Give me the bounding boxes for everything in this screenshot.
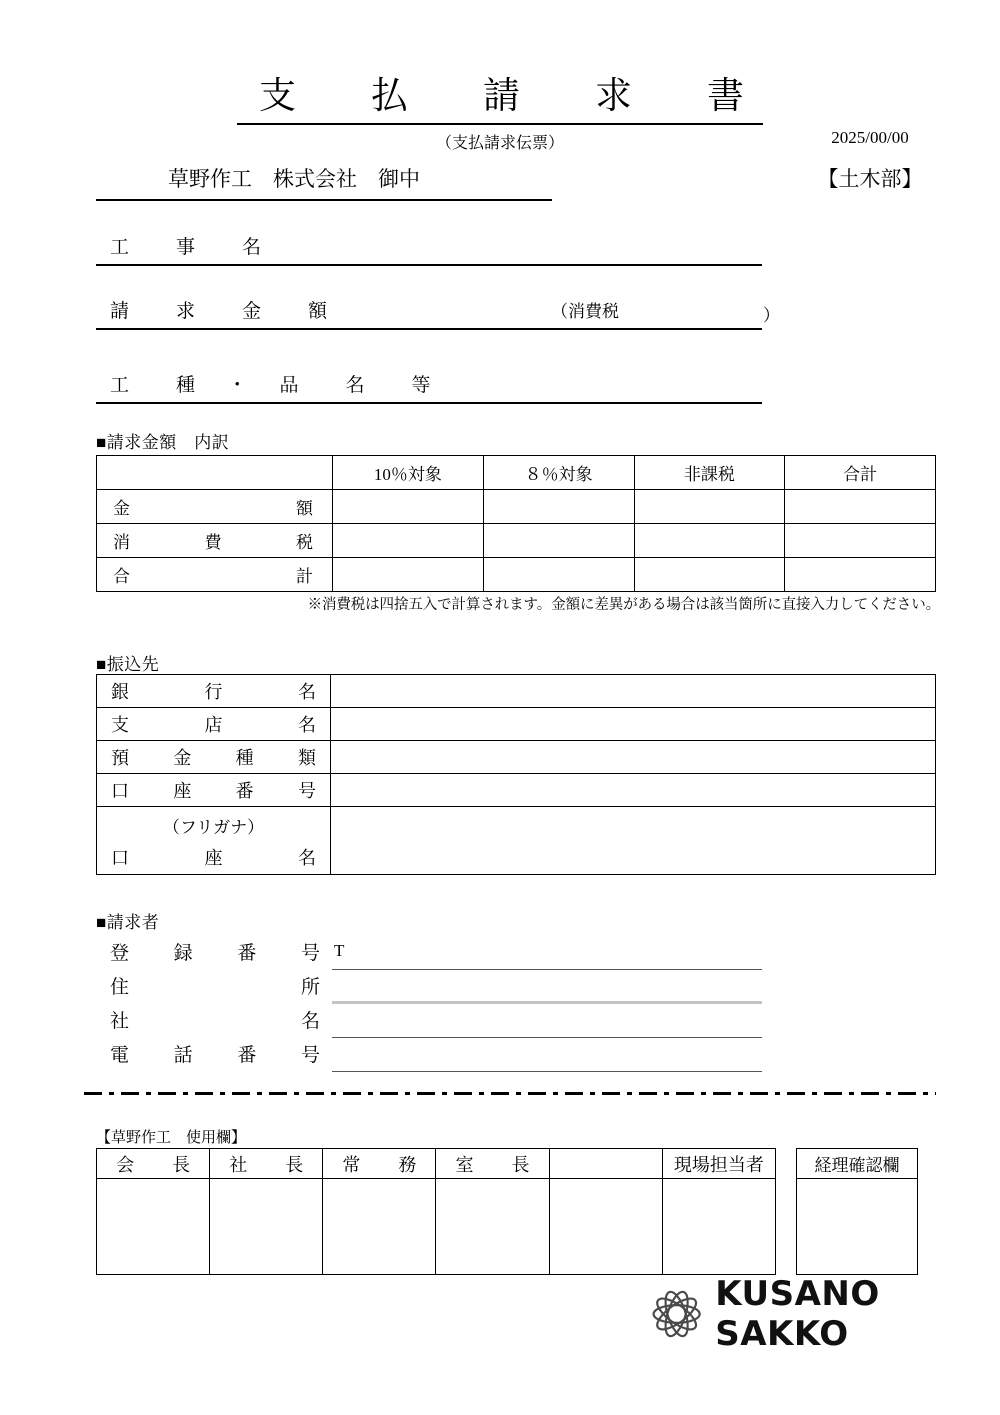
table-row: [97, 774, 936, 807]
bank-label-branch-name: [97, 708, 331, 741]
approval-header-office-chief: [436, 1149, 549, 1179]
bank-label-account-type-text: 預 金 種 類: [111, 748, 316, 768]
breakdown-header-nontax: 非課税: [634, 456, 785, 490]
table-row: [97, 558, 936, 592]
bank-heading: ■振込先: [96, 655, 160, 674]
breakdown-header-8pct: ８％対象: [483, 456, 634, 490]
internal-use-heading: 【草野作工 使用欄】: [96, 1130, 247, 1146]
work-type-label: 工 種 ・ 品 名 等: [110, 375, 445, 396]
breakdown-cell-amount-nontax[interactable]: [634, 490, 785, 524]
bank-label-branch-name-text: 支 店 名: [111, 715, 316, 735]
breakdown-heading: ■請求金額 内訳: [96, 433, 230, 452]
project-name-field[interactable]: [96, 232, 762, 266]
breakdown-row-label-tax: [97, 524, 333, 558]
approval-table: [96, 1148, 776, 1275]
breakdown-cell-amount-8pct[interactable]: [483, 490, 634, 524]
bank-value-account-number[interactable]: [331, 774, 936, 807]
table-header-row: [97, 456, 936, 490]
addressee: 草野作工 株式会社 御中: [96, 163, 552, 201]
biller-phone-line[interactable]: [332, 1071, 762, 1072]
breakdown-header-total: 合計: [785, 456, 936, 490]
tax-amount-label: （消費税: [551, 302, 619, 321]
approval-stamp-site-manager[interactable]: [662, 1179, 775, 1275]
bank-label-account-holder: [97, 807, 331, 875]
registration-prefix-t: T: [334, 941, 345, 960]
atom-flower-icon: [650, 1287, 703, 1341]
approval-header-managing-director: [323, 1149, 436, 1179]
breakdown-row-label-total: [97, 558, 333, 592]
approval-header-president-text: 社 長: [229, 1154, 304, 1175]
approval-header-chairman: [97, 1149, 210, 1179]
bank-label-account-type: [97, 741, 331, 774]
page-title: 支 払 請 求 書: [237, 76, 763, 125]
logo-text: KUSANO SAKKO: [715, 1274, 880, 1354]
biller-registration-number-label: 登 録 番 号: [110, 943, 320, 964]
breakdown-label-total-text: 合 計: [113, 567, 313, 586]
approval-header-site-manager: 現場担当者: [662, 1149, 775, 1179]
bank-label-bank-name: [97, 675, 331, 708]
table-row: [97, 741, 936, 774]
company-logo: [650, 1274, 1000, 1354]
bank-value-account-holder[interactable]: [331, 807, 936, 875]
page-subtitle: （支払請求伝票）: [435, 135, 564, 152]
billing-amount-label: 請 求 金 額: [110, 301, 342, 322]
table-row: [97, 524, 936, 558]
table-row: [797, 1179, 918, 1275]
table-header-row: [797, 1149, 918, 1179]
billing-amount-field[interactable]: [96, 296, 762, 330]
breakdown-cell-amount-total[interactable]: [785, 490, 936, 524]
table-header-row: [97, 1149, 776, 1179]
bank-label-account-number: [97, 774, 331, 807]
biller-address-label: 住 所: [110, 977, 320, 998]
breakdown-cell-total-total[interactable]: [785, 558, 936, 592]
table-row: [97, 490, 936, 524]
dashed-separator: [84, 1092, 936, 1095]
work-type-field[interactable]: [96, 370, 762, 404]
breakdown-cell-tax-total[interactable]: [785, 524, 936, 558]
biller-address-line[interactable]: [332, 1001, 762, 1004]
bank-value-branch-name[interactable]: [331, 708, 936, 741]
biller-address-row[interactable]: [110, 971, 762, 1004]
breakdown-table: [96, 455, 936, 592]
breakdown-cell-tax-8pct[interactable]: [483, 524, 634, 558]
bank-table: [96, 674, 936, 875]
breakdown-header-blank: [97, 456, 333, 490]
biller-phone-label: 電 話 番 号: [110, 1045, 320, 1066]
bank-label-account-holder-text: 口 座 名: [111, 848, 316, 868]
tax-rounding-note: ※消費税は四捨五入で計算されます。金額に差異がある場合は該当箇所に直接入力してください。: [307, 597, 940, 613]
bank-value-bank-name[interactable]: [331, 675, 936, 708]
approval-stamp-managing-director[interactable]: [323, 1179, 436, 1275]
department-badge: 【土木部】: [817, 167, 923, 191]
breakdown-label-amount-text: 金 額: [113, 499, 313, 518]
approval-stamp-president[interactable]: [210, 1179, 323, 1275]
bank-label-furigana-text: （フリガナ）: [162, 818, 265, 837]
biller-phone-row[interactable]: [110, 1039, 762, 1072]
breakdown-cell-amount-10pct[interactable]: [333, 490, 484, 524]
biller-registration-number-row[interactable]: [110, 937, 762, 970]
table-row: [97, 1179, 776, 1275]
breakdown-row-label-amount: [97, 490, 333, 524]
biller-company-name-label: 社 名: [110, 1011, 320, 1032]
approval-header-blank: [549, 1149, 662, 1179]
breakdown-cell-tax-nontax[interactable]: [634, 524, 785, 558]
breakdown-cell-total-nontax[interactable]: [634, 558, 785, 592]
title-container: [0, 76, 1000, 125]
biller-company-name-row[interactable]: [110, 1005, 762, 1038]
bank-value-account-type[interactable]: [331, 741, 936, 774]
breakdown-header-10pct: 10％対象: [333, 456, 484, 490]
bank-label-account-number-text: 口 座 番 号: [111, 781, 316, 801]
biller-heading: ■請求者: [96, 913, 160, 932]
breakdown-cell-total-10pct[interactable]: [333, 558, 484, 592]
breakdown-label-tax-text: 消 費 税: [113, 533, 313, 552]
approval-header-office-chief-text: 室 長: [455, 1154, 530, 1175]
approval-stamp-blank[interactable]: [549, 1179, 662, 1275]
project-name-label: 工 事 名: [110, 237, 276, 258]
biller-registration-number-line[interactable]: [332, 969, 762, 970]
document-date: 2025/00/00: [831, 128, 909, 147]
tax-paren-close: ）: [763, 306, 780, 325]
breakdown-cell-total-8pct[interactable]: [483, 558, 634, 592]
table-row: [97, 807, 936, 875]
approval-header-chairman-text: 会 長: [116, 1154, 191, 1175]
approval-stamp-chairman[interactable]: [97, 1179, 210, 1275]
approval-header-managing-director-text: 常 務: [342, 1154, 417, 1175]
approval-header-president: [210, 1149, 323, 1179]
breakdown-cell-tax-10pct[interactable]: [333, 524, 484, 558]
table-row: [97, 708, 936, 741]
table-row: [97, 675, 936, 708]
approval-stamp-office-chief[interactable]: [436, 1179, 549, 1275]
bank-label-bank-name-text: 銀 行 名: [111, 682, 316, 702]
accounting-confirm-stamp[interactable]: [797, 1179, 918, 1275]
accounting-confirm-table: [796, 1148, 918, 1275]
accounting-confirm-header: 経理確認欄: [797, 1149, 918, 1179]
biller-company-name-line[interactable]: [332, 1037, 762, 1038]
